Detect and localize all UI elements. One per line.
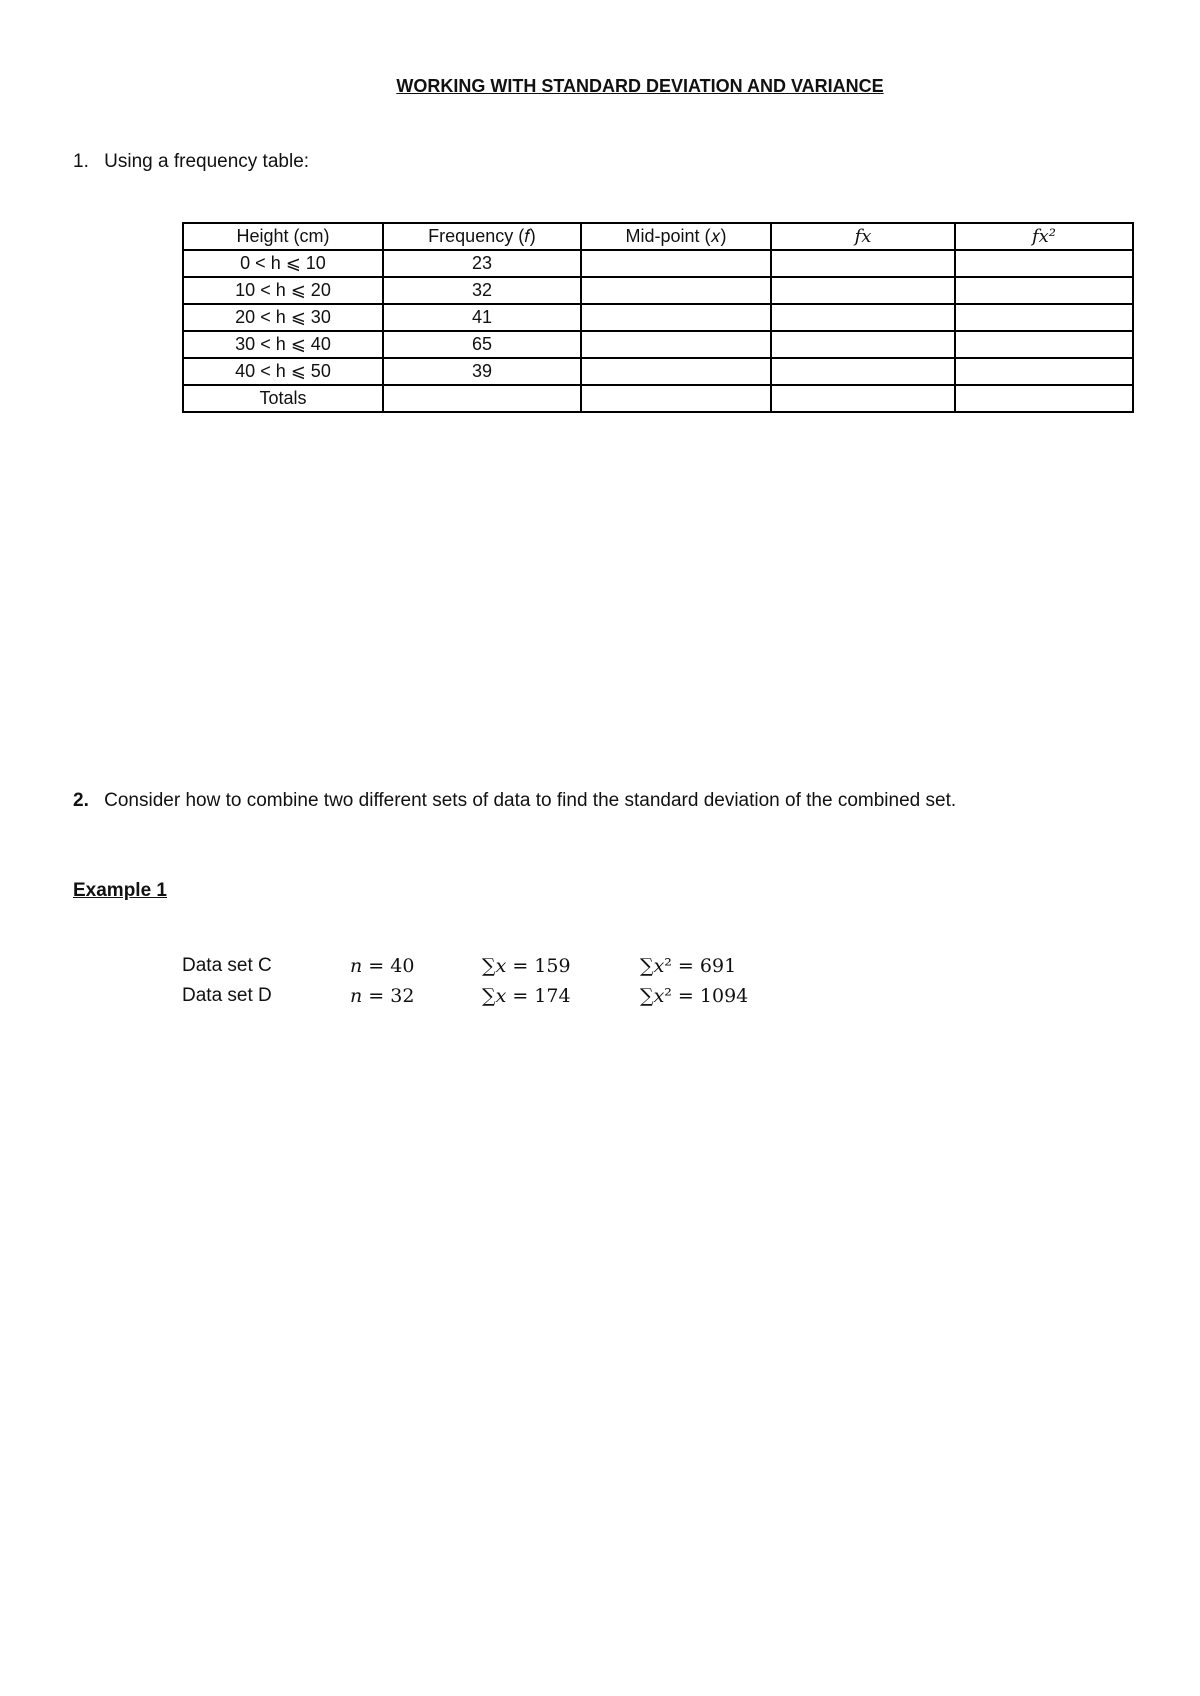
header-height: Height (cm) xyxy=(183,223,383,250)
frequency-table xyxy=(182,222,1134,413)
cell-midpoint xyxy=(581,304,771,331)
dataset-label: Data set C xyxy=(182,955,272,976)
cell-midpoint xyxy=(581,358,771,385)
question-2 xyxy=(73,790,956,812)
cell-fx xyxy=(771,358,955,385)
question-1-text: Using a frequency table: xyxy=(104,151,310,172)
dataset-row xyxy=(182,985,882,1013)
cell-fx2 xyxy=(955,358,1133,385)
total-frequency xyxy=(383,385,581,412)
total-fx2 xyxy=(955,385,1133,412)
cell-fx xyxy=(771,331,955,358)
dataset-sum-x: ∑𝑥 = 174 xyxy=(482,985,571,1007)
example-heading: Example 1 xyxy=(73,880,167,901)
cell-fx2 xyxy=(955,331,1133,358)
cell-frequency: 41 xyxy=(383,304,581,331)
cell-fx xyxy=(771,304,955,331)
table-row xyxy=(183,250,1133,277)
cell-height: 30 < h ⩽ 40 xyxy=(183,331,383,358)
cell-fx2 xyxy=(955,304,1133,331)
cell-height: 20 < h ⩽ 30 xyxy=(183,304,383,331)
question-1 xyxy=(73,151,309,173)
dataset-n: 𝑛 = 40 xyxy=(350,955,415,977)
table-header-row xyxy=(183,223,1133,250)
cell-frequency: 23 xyxy=(383,250,581,277)
totals-row xyxy=(183,385,1133,412)
question-2-text: Consider how to combine two different sets of data to find the standard deviation of the combined set. xyxy=(104,790,957,811)
cell-fx2 xyxy=(955,250,1133,277)
totals-label: Totals xyxy=(183,385,383,412)
cell-frequency: 65 xyxy=(383,331,581,358)
header-frequency: Frequency (𝑓) xyxy=(383,223,581,250)
cell-fx xyxy=(771,250,955,277)
table-row xyxy=(183,358,1133,385)
dataset-sum-x2: ∑𝑥² = 691 xyxy=(640,955,737,977)
dataset-n: 𝑛 = 32 xyxy=(350,985,415,1007)
header-fx2: 𝑓𝑥² xyxy=(955,223,1133,250)
cell-height: 10 < h ⩽ 20 xyxy=(183,277,383,304)
dataset-label: Data set D xyxy=(182,985,272,1006)
total-midpoint xyxy=(581,385,771,412)
table-row xyxy=(183,331,1133,358)
table-row xyxy=(183,304,1133,331)
header-fx: 𝑓𝑥 xyxy=(771,223,955,250)
question-2-number: 2. xyxy=(73,790,89,811)
dataset-sum-x2: ∑𝑥² = 1094 xyxy=(640,985,749,1007)
cell-midpoint xyxy=(581,331,771,358)
cell-midpoint xyxy=(581,250,771,277)
total-fx xyxy=(771,385,955,412)
cell-height: 40 < h ⩽ 50 xyxy=(183,358,383,385)
cell-midpoint xyxy=(581,277,771,304)
cell-fx xyxy=(771,277,955,304)
page-title: WORKING WITH STANDARD DEVIATION AND VARIANCE xyxy=(396,76,884,96)
cell-height: 0 < h ⩽ 10 xyxy=(183,250,383,277)
cell-frequency: 39 xyxy=(383,358,581,385)
question-1-number: 1. xyxy=(73,151,89,172)
cell-fx2 xyxy=(955,277,1133,304)
dataset-sum-x: ∑𝑥 = 159 xyxy=(482,955,571,977)
header-midpoint: Mid-point (𝑥) xyxy=(581,223,771,250)
table-row xyxy=(183,277,1133,304)
dataset-row xyxy=(182,955,882,983)
cell-frequency: 32 xyxy=(383,277,581,304)
